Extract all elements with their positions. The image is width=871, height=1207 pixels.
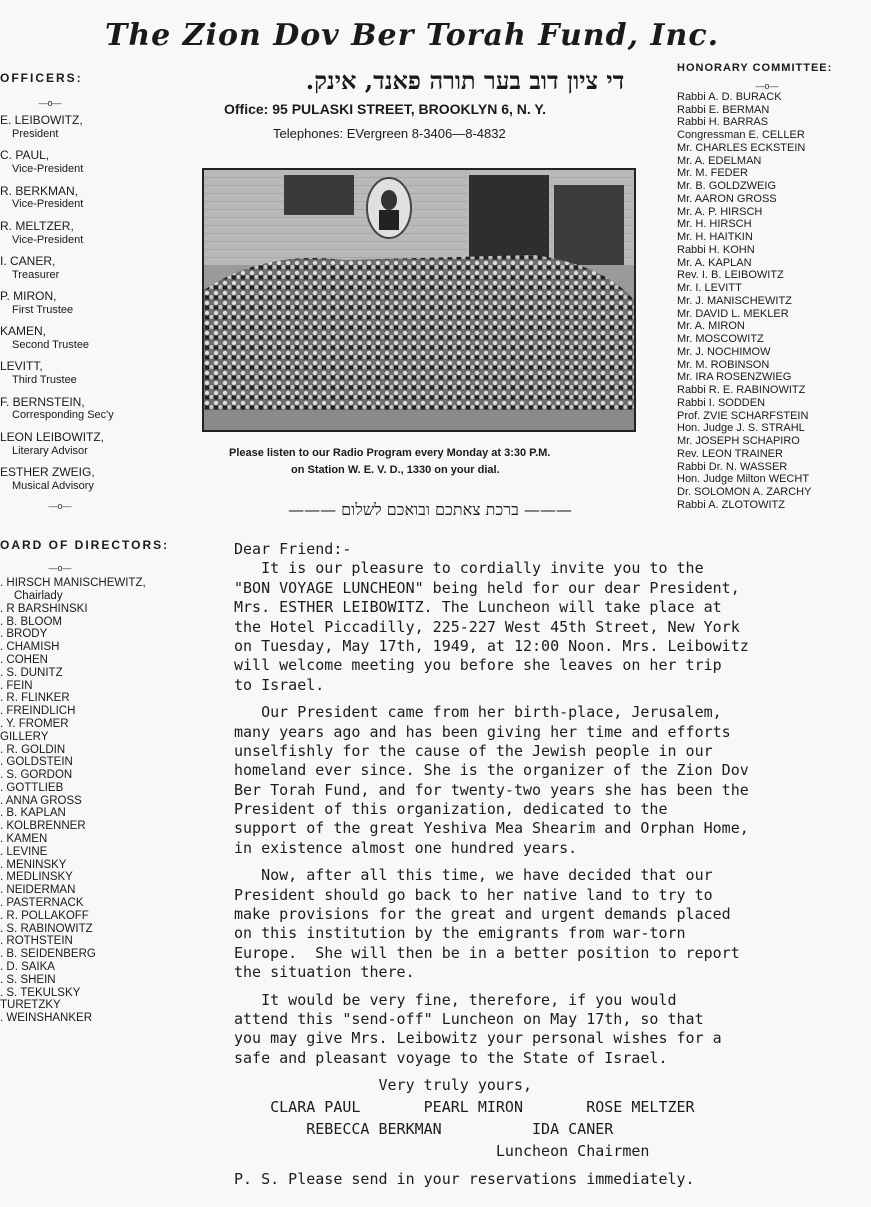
- director-entry: . WEINSHANKER: [0, 1012, 93, 1025]
- letter-line: on Tuesday, May 17th, 1949, at 12:00 Noon. Mrs. Leibowitz: [234, 636, 749, 655]
- honorary-member: Congressman E. CELLER: [677, 129, 805, 142]
- signature-row: CLARA PAUL PEARL MIRON ROSE MELTZER: [234, 1097, 695, 1116]
- director-entry: . S. DUNITZ: [0, 666, 63, 679]
- director-entry: . GOLDSTEIN: [0, 756, 73, 769]
- honorary-member: Rabbi I. SODDEN: [677, 396, 766, 409]
- dash-left-icon: ———: [288, 500, 337, 519]
- letter-paragraph: [234, 991, 834, 1069]
- letter-paragraph: [234, 866, 834, 982]
- director-entry: . MENINSKY: [0, 858, 67, 871]
- letter-line: make provisions for the great and urgent demands placed: [234, 905, 731, 924]
- honorary-member: Mr. J. MANISCHEWITZ: [677, 294, 792, 307]
- honorary-member: Dr. SOLOMON A. ZARCHY: [677, 486, 812, 499]
- honorary-member: Rabbi H. KOHN: [677, 243, 755, 256]
- honorary-member: Prof. ZVIE SCHARFSTEIN: [677, 409, 809, 422]
- officer-entry: C. PAUL, Vice-President: [0, 148, 84, 176]
- director-entry: . NEIDERMAN: [0, 884, 76, 897]
- closing: Very truly yours,: [234, 1076, 533, 1095]
- letter-line: you may give Mrs. Leibowitz your personal wishes for a: [234, 1029, 722, 1048]
- director-entry: . R. GOLDIN: [0, 743, 66, 756]
- director-entry: . B. BLOOM: [0, 615, 62, 628]
- director-entry: TURETZKY: [0, 999, 61, 1012]
- honorary-member: Mr. A. MIRON: [677, 320, 745, 333]
- officer-entry: LEON LEIBOWITZ, Literary Advisor: [0, 429, 105, 457]
- ornament-divider-icon: —o—: [48, 562, 72, 573]
- director-entry: . B. SEIDENBERG: [0, 948, 96, 961]
- director-entry: . FEIN: [0, 679, 33, 692]
- officer-entry: ESTHER ZWEIG, Musical Advisory: [0, 465, 95, 492]
- honorary-member: Rev. I. B. LEIBOWITZ: [677, 269, 784, 282]
- letter-line: the Hotel Piccadilly, 225-227 West 45th Street, New York: [234, 617, 740, 636]
- letter-line: in existence almost one hundred years.: [234, 838, 578, 857]
- director-entry: . B. KAPLAN: [0, 807, 66, 820]
- honorary-member: Rev. LEON TRAINER: [677, 447, 783, 460]
- honorary-member: Hon. Judge Milton WECHT: [677, 473, 810, 486]
- honorary-member: Mr. CHARLES ECKSTEIN: [677, 141, 806, 154]
- honorary-committee-list: [677, 62, 867, 512]
- letter-line: "BON VOYAGE LUNCHEON" being held for our dear President,: [234, 578, 740, 597]
- director-entry: . LEVINE: [0, 845, 48, 858]
- yiddish-title: די ציון דוב בער תורה פאנד, אינק.: [305, 66, 625, 95]
- director-entry: . MEDLINSKY: [0, 871, 73, 884]
- letter-line: unselfishly for the cause of the Jewish people in our: [234, 741, 713, 760]
- director-entry: . COHEN: [0, 653, 48, 666]
- letter-line: Our President came from her birth-place, Jerusalem,: [234, 703, 722, 722]
- letter-line: to Israel.: [234, 675, 325, 694]
- ornament-divider-icon: —o—: [38, 97, 62, 108]
- director-entry: . ROTHSTEIN: [0, 935, 73, 948]
- honorary-member: Mr. M. FEDER: [677, 167, 748, 180]
- honorary-member: Mr. H. HAITKIN: [677, 231, 753, 244]
- director-entry: . R. POLLAKOFF: [0, 909, 89, 922]
- letter-line: attend this "send-off" Luncheon on May 17th, so that: [234, 1009, 704, 1028]
- letter-paragraph: [234, 559, 834, 695]
- honorary-member: Mr. H. HIRSCH: [677, 218, 752, 231]
- honorary-member: Mr. IRA ROSENZWIEG: [677, 371, 792, 384]
- telephone-numbers: Telephones: EVergreen 8-3406—8-4832: [273, 126, 506, 141]
- group-photo: [202, 168, 636, 432]
- officer-entry: I. CANER, Treasurer: [0, 253, 60, 281]
- director-entry: . S. RABINOWITZ: [0, 922, 93, 935]
- director-entry: . KAMEN: [0, 833, 48, 846]
- letter-line: safe and pleasant voyage to the State of Israel.: [234, 1048, 668, 1067]
- letter-line: support of the great Yeshiva Mea Shearim and Orphan Home,: [234, 819, 749, 838]
- fund-title: The Zion Dov Ber Torah Fund, Inc.: [105, 18, 720, 53]
- honorary-member: Hon. Judge J. S. STRAHL: [677, 422, 805, 435]
- officers-list: [0, 72, 200, 512]
- honorary-member: Rabbi E. BERMAN: [677, 103, 770, 116]
- salutation: Dear Friend:-: [234, 540, 352, 558]
- signature-row: REBECCA BERKMAN IDA CANER: [234, 1119, 614, 1138]
- letter-line: Ber Torah Fund, and for twenty-two years she has been the: [234, 780, 749, 799]
- director-entry: . S. SHEIN: [0, 973, 56, 986]
- honorary-member: Rabbi H. BARRAS: [677, 116, 769, 129]
- director-entry: . CHAMISH: [0, 641, 60, 654]
- honorary-member: Rabbi A. D. BURACK: [677, 90, 782, 103]
- honorary-member: Mr. MOSCOWITZ: [677, 333, 764, 346]
- director-entry: . Y. FROMER: [0, 717, 69, 730]
- honorary-member: Mr. A. KAPLAN: [677, 256, 752, 269]
- honorary-member: Rabbi Dr. N. WASSER: [677, 460, 788, 473]
- letter-line: President of this organization, dedicated to the: [234, 800, 668, 819]
- caption-line-2: on Station W. E. V. D., 1330 on your dial.: [291, 463, 500, 476]
- letter-line: Now, after all this time, we have decided that our: [234, 866, 713, 885]
- letter-body: [234, 540, 834, 1189]
- officer-entry: F. BERNSTEIN, Corresponding Sec'y: [0, 394, 114, 422]
- director-entry: Chairlady: [14, 589, 63, 602]
- letter-line: Europe. She will then be in a better position to report: [234, 943, 740, 962]
- letter-line: homeland ever since. She is the organizer of the Zion Dov: [234, 761, 749, 780]
- caption-line-1: Please listen to our Radio Program every Monday at 3:30 P.M.: [229, 447, 551, 459]
- directors-list: [0, 539, 210, 1025]
- director-entry: . BRODY: [0, 628, 48, 641]
- director-entry: . R. FLINKER: [0, 692, 70, 705]
- letter-paragraph: [234, 703, 834, 858]
- director-entry: . ANNA GROSS: [0, 794, 82, 807]
- letter-line: President should go back to her native land to try to: [234, 885, 713, 904]
- letter-line: Mrs. ESTHER LEIBOWITZ. The Luncheon will take place at: [234, 598, 722, 617]
- radio-program-caption: [229, 445, 609, 478]
- director-entry: . PASTERNACK: [0, 897, 84, 910]
- honorary-member: Mr. A. EDELMAN: [677, 154, 762, 167]
- officer-entry: R. MELTZER, Vice-President: [0, 218, 84, 246]
- honorary-member: Rabbi R. E. RABINOWITZ: [677, 384, 806, 397]
- director-entry: . GOTTLIEB: [0, 781, 64, 794]
- dash-right-icon: ———: [523, 500, 572, 519]
- officer-entry: R. BERKMAN, Vice-President: [0, 183, 84, 211]
- director-entry: . D. SAIKA: [0, 961, 55, 974]
- signature-row: Luncheon Chairmen: [234, 1141, 650, 1160]
- letter-line: many years ago and has been giving her time and efforts: [234, 722, 731, 741]
- director-entry: . KOLBRENNER: [0, 820, 86, 833]
- office-address: Office: 95 PULASKI STREET, BROOKLYN 6, N. Y.: [224, 101, 547, 117]
- honorary-member: Mr. J. NOCHIMOW: [677, 345, 771, 358]
- honorary-member: Mr. DAVID L. MEKLER: [677, 307, 789, 320]
- honorary-member: Mr. JOSEPH SCHAPIRO: [677, 435, 800, 448]
- directors-heading: OARD OF DIRECTORS:: [0, 538, 170, 552]
- honorary-member: Mr. B. GOLDZWEIG: [677, 180, 777, 193]
- honorary-member: Mr. I. LEVITT: [677, 282, 742, 295]
- honorary-member: Mr. A. P. HIRSCH: [677, 205, 763, 218]
- officer-entry: E. LEIBOWITZ, President: [0, 113, 83, 140]
- officer-entry: LEVITT, Third Trustee: [0, 359, 77, 387]
- officers-heading: OFFICERS:: [0, 71, 83, 85]
- ornament-divider-icon: —o—: [48, 501, 72, 512]
- director-entry: . S. GORDON: [0, 769, 73, 782]
- honorary-member: Rabbi A. ZLOTOWITZ: [677, 498, 785, 511]
- honorary-heading: HONORARY COMMITTEE:: [677, 62, 833, 74]
- honorary-member: Mr. AARON GROSS: [677, 192, 777, 205]
- director-entry: GILLERY: [0, 730, 49, 743]
- officer-entry: KAMEN, Second Trustee: [0, 324, 90, 352]
- letter-line: It is our pleasure to cordially invite you to the: [234, 559, 704, 578]
- letter-line: will welcome meeting you before she leaves on her trip: [234, 656, 722, 675]
- director-entry: . FREINDLICH: [0, 705, 76, 718]
- postscript: P. S. Please send in your reservations immediately.: [234, 1169, 695, 1188]
- group-photo-image: [204, 170, 634, 430]
- letter-line: the situation there.: [234, 963, 415, 982]
- hebrew-blessing: [250, 500, 610, 520]
- ornament-divider-icon: —o—: [755, 80, 779, 91]
- letter-line: on this institution by the emigrants from war-torn: [234, 924, 686, 943]
- director-entry: . S. TEKULSKY: [0, 986, 81, 999]
- director-entry: . HIRSCH MANISCHEWITZ,: [0, 577, 146, 590]
- letter-line: It would be very fine, therefore, if you would: [234, 990, 677, 1009]
- honorary-member: Mr. M. ROBINSON: [677, 358, 770, 371]
- blessing-text: ברכת צאתכם ובואכם לשלום: [341, 500, 519, 519]
- director-entry: . R BARSHINSKI: [0, 602, 88, 615]
- officer-entry: P. MIRON, First Trustee: [0, 289, 74, 316]
